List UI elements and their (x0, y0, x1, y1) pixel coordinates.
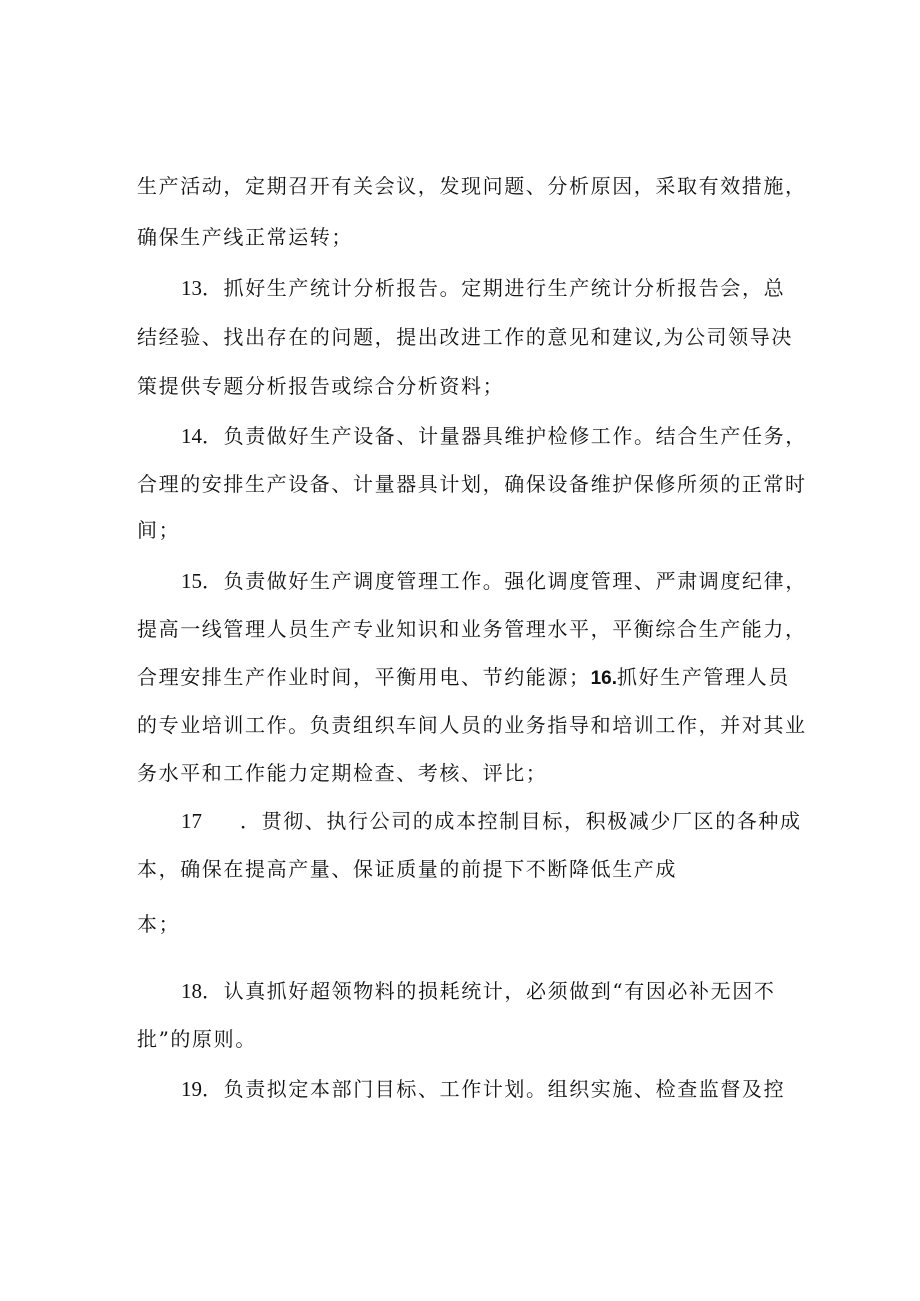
line-text: 批”的原则。 (137, 1027, 257, 1051)
text-line (137, 374, 504, 398)
text-line (137, 665, 790, 691)
line-text: 负责做好生产设备、计量器具维护检修工作。结合生产任务， (223, 424, 807, 448)
item-dot: ． (202, 979, 224, 1003)
item-number: 18 (181, 979, 202, 1003)
text-line (137, 1027, 257, 1051)
line-text: 的专业培训工作。负责组织车间人员的业务指导和培训工作，并对其业 (137, 713, 807, 737)
item-number: 17 (181, 809, 202, 833)
line-text: 抓好生产统计分析报告。定期进行生产统计分析报告会，总 (223, 276, 786, 300)
line-text: 负责做好生产调度管理工作。强化调度管理、严肃调度纪律， (223, 569, 807, 593)
text-line (137, 325, 793, 349)
text-line (137, 225, 353, 249)
line-text: 贯彻、执行公司的成本控制目标，积极减少厂区的各种成 (261, 809, 802, 833)
item-dot: ． (240, 809, 262, 833)
item-number: 13 (181, 276, 202, 300)
item-13-line (181, 276, 785, 300)
line-text: 提高一线管理人员生产专业知识和业务管理水平，平衡综合生产能力， (137, 617, 807, 641)
item-number: 16. (590, 668, 618, 689)
item-dot: ． (202, 276, 224, 300)
text-line (137, 617, 807, 641)
item-dot: ． (202, 424, 224, 448)
line-text: 结经验、找出存在的问题，提出改进工作的意见和建议,为公司领导决 (137, 325, 793, 349)
item-number: 15 (181, 569, 202, 593)
line-text: 合理的安排生产设备、计量器具计划，确保设备维护保修所须的正常时 (137, 472, 807, 496)
line-text: 务水平和工作能力定期检查、考核、评比； (137, 761, 548, 785)
item-dot: ． (202, 569, 224, 593)
line-text: 生产活动，定期召开有关会议，发现问题、分析原因，采取有效措施， (137, 174, 807, 198)
line-text: 本，确保在提高产量、保证质量的前提下不断降低生产成 (137, 857, 677, 881)
item-number: 19 (181, 1077, 202, 1101)
line-text: 间； (137, 518, 181, 542)
item-14-line (181, 424, 807, 448)
line-text: 策提供专题分析报告或综合分析资料； (137, 374, 505, 398)
item-18-line (181, 979, 775, 1003)
text-line (137, 857, 677, 881)
line-text: 确保生产线正常运转； (137, 225, 353, 249)
line-text: 合理安排生产作业时间，平衡用电、节约能源； (137, 665, 591, 689)
item-19-line (181, 1077, 785, 1101)
item-15-line (181, 569, 807, 593)
line-text: 抓好生产管理人员 (617, 665, 790, 689)
line-text: 本； (137, 912, 181, 936)
text-line (137, 912, 180, 936)
item-dot: ． (202, 1077, 224, 1101)
item-number: 14 (181, 424, 202, 448)
text-line (137, 174, 807, 198)
line-text: 认真抓好超领物料的损耗统计，必须做到“有因必补无因不 (223, 979, 776, 1003)
text-line (137, 761, 547, 785)
item-17-line (181, 809, 802, 833)
text-line (137, 713, 807, 737)
text-line (137, 472, 807, 496)
line-text: 负责拟定本部门目标、工作计划。组织实施、检查监督及控 (223, 1077, 786, 1101)
text-line (137, 518, 180, 542)
